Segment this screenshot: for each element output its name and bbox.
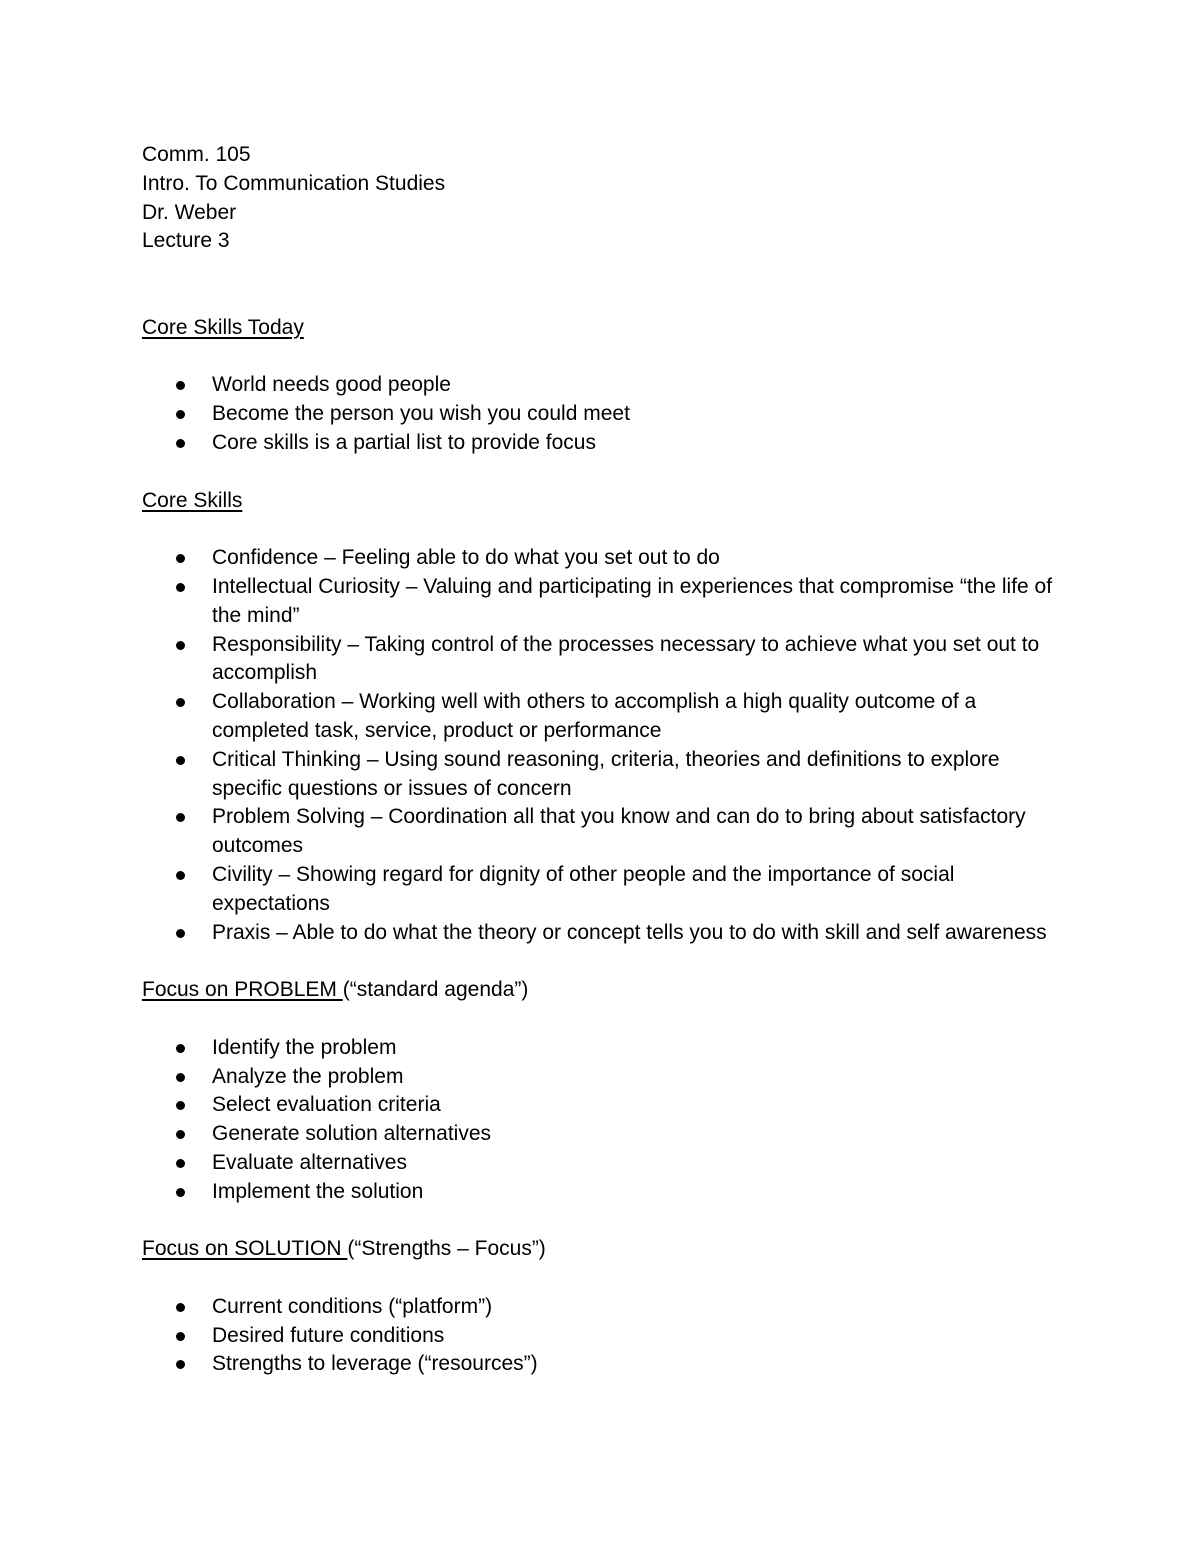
list-item: Select evaluation criteria [142,1091,1072,1120]
list-item: Core skills is a partial list to provide focus [142,429,1072,458]
spacer [142,1005,1072,1034]
spacer [142,947,1072,976]
section-heading-focus-on-solution: Focus on SOLUTION (“Strengths – Focus”) [142,1237,546,1261]
document-header [142,141,1072,256]
bullet-list-core-skills [142,544,1072,947]
bullet-list-focus-on-problem [142,1034,1072,1207]
document-page [142,141,1072,1379]
list-item: Implement the solution [142,1178,1072,1207]
bullet-icon [176,554,185,563]
list-item: Become the person you wish you could meet [142,400,1072,429]
bullet-icon [176,1332,185,1341]
bullet-icon [176,698,185,707]
list-item: Problem Solving – Coordination all that you know and can do to bring about satisfactory outcomes [142,803,1072,861]
spacer [142,515,1072,544]
bullet-icon [176,929,185,938]
spacer [142,343,1072,372]
section-heading-core-skills: Core Skills [142,488,243,512]
list-item: Analyze the problem [142,1063,1072,1092]
instructor-name: Dr. Weber [142,200,237,224]
bullet-icon [176,381,185,390]
list-item: Civility – Showing regard for dignity of other people and the importance of social expectations [142,861,1072,919]
list-item: Collaboration – Working well with others to accomplish a high quality outcome of a completed task, service, product or performance [142,688,1072,746]
course-title: Intro. To Communication Studies [142,171,446,195]
bullet-icon [176,1303,185,1312]
bullet-icon [176,1188,185,1197]
spacer [142,256,1072,314]
bullet-icon [176,871,185,880]
bullet-icon [176,1073,185,1082]
bullet-icon [176,1159,185,1168]
spacer [142,458,1072,487]
course-code: Comm. 105 [142,143,251,166]
list-item: Desired future conditions [142,1322,1072,1351]
list-item: Confidence – Feeling able to do what you set out to do [142,544,1072,573]
bullet-icon [176,641,185,650]
list-item: Evaluate alternatives [142,1149,1072,1178]
bullet-icon [176,1044,185,1053]
bullet-list-core-skills-today [142,371,1072,457]
list-item: World needs good people [142,371,1072,400]
lecture-number: Lecture 3 [142,229,230,253]
spacer [142,1264,1072,1293]
list-item: Identify the problem [142,1034,1072,1063]
bullet-icon [176,583,185,592]
bullet-icon [176,1130,185,1139]
bullet-icon [176,439,185,448]
bullet-icon [176,1360,185,1369]
list-item: Generate solution alternatives [142,1120,1072,1149]
bullet-icon [176,756,185,765]
list-item: Strengths to leverage (“resources”) [142,1350,1072,1379]
section-heading-focus-on-problem: Focus on PROBLEM (“standard agenda”) [142,978,529,1002]
bullet-list-focus-on-solution [142,1293,1072,1379]
list-item: Responsibility – Taking control of the processes necessary to achieve what you set out to accomplish [142,631,1072,689]
bullet-icon [176,813,185,822]
list-item: Praxis – Able to do what the theory or concept tells you to do with skill and self awareness [142,919,1072,948]
list-item: Current conditions (“platform”) [142,1293,1072,1322]
bullet-icon [176,1101,185,1110]
list-item: Intellectual Curiosity – Valuing and participating in experiences that compromise “the life of the mind” [142,573,1072,631]
list-item: Critical Thinking – Using sound reasoning, criteria, theories and definitions to explore specific questions or issues of concern [142,746,1072,804]
section-heading-core-skills-today: Core Skills Today [142,315,304,339]
bullet-icon [176,410,185,419]
spacer [142,1206,1072,1235]
